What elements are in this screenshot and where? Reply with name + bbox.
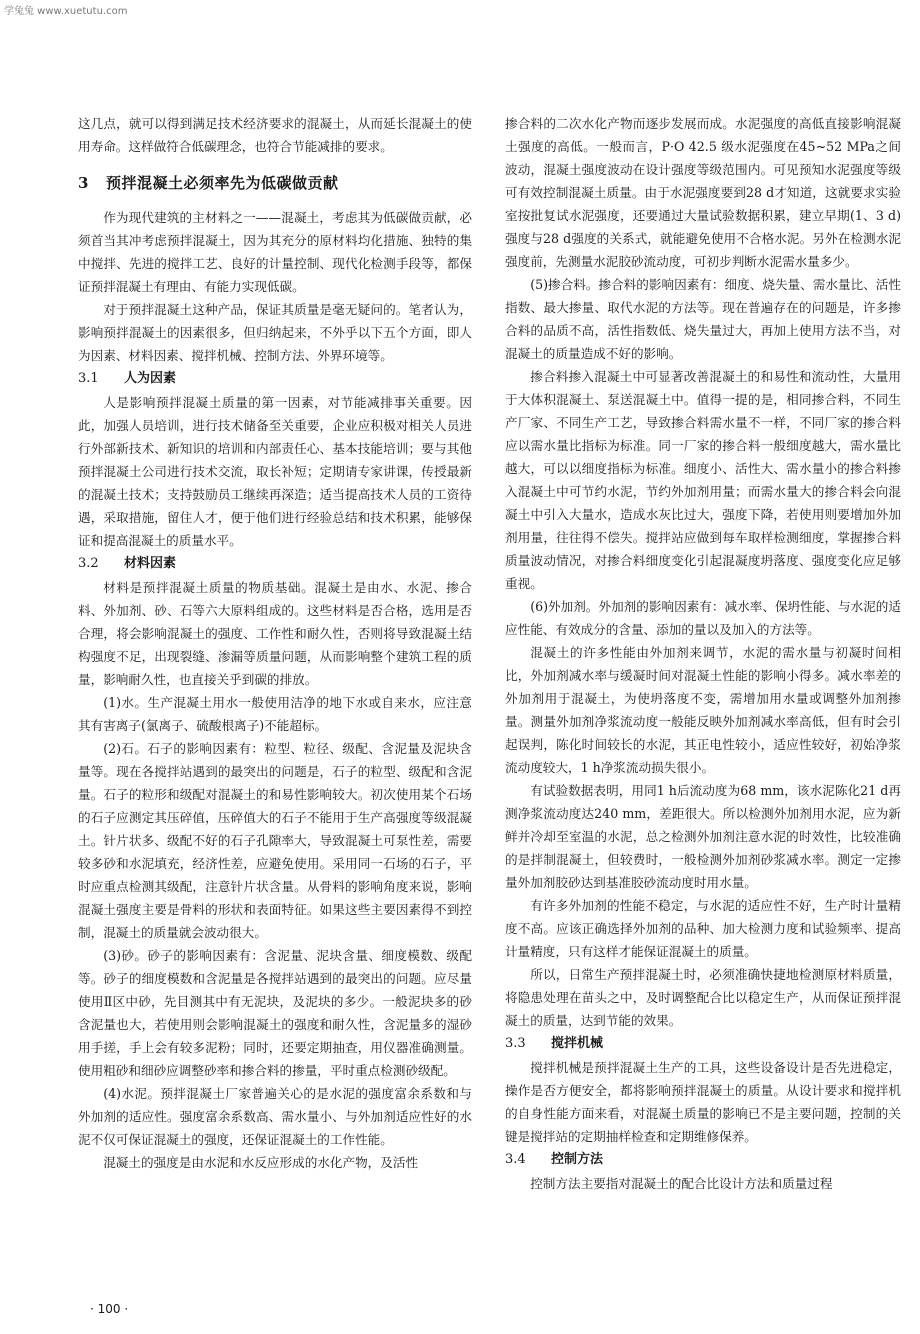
subsection-heading-3-3	[505, 1032, 901, 1056]
paragraph: 作为现代建筑的主材料之一——混凝土，考虑其为低碳做贡献，必须首当其冲考虑预拌混凝土，因为其充分的原材料均化措施、独特的集中搅拌、先进的搅拌工艺、良好的计量控制、现代化检测手段等，都保证预拌混凝土有理由、有能力实现低碳。	[78, 210, 472, 294]
right-column	[505, 112, 901, 1195]
paragraph: 人是影响预拌混凝土质量的第一因素，对节能减排事关重要。因此，加强人员培训，进行技术储备至关重要，企业应积极对相关人员进行外部新技术、新知识的培训和内部责任心、基本技能培训；要与其他预拌混凝土公司进行技术交流，取长补短；定期请专家讲课，传授最新的混凝土技术；支持鼓励员工继续再深造；适当提高技术人员的工资待遇，采取措施，留住人才，便于他们进行经验总结和技术积累，能够保证和提高混凝土的质量水平。	[78, 395, 472, 548]
paragraph-admixture: (5)掺合料。掺合料的影响因素有：细度、烧失量、需水量比、活性指数、最大掺量、取代水泥的方法等。现在普遍存在的问题是，许多掺合料的品质不高，活性指数低、烧失量过大，再加上使用方法不当，对混凝土的质量造成不好的影响。	[505, 277, 901, 361]
site-watermark: 学兔兔 www.xuetutu.com	[4, 6, 128, 17]
subsection-number: 3.3	[505, 1036, 526, 1051]
section-number: 3	[78, 174, 89, 192]
section-title: 预拌混凝土必须率先为低碳做贡献	[106, 174, 339, 192]
paragraph: 搅拌机械是预拌混凝土生产的工具，这些设备设计是否先进稳定，操作是否方便安全，都将影响预拌混凝土的质量。从设计要求和搅拌机的自身性能方面来看，对混凝土质量的影响已不是主要问题，控制的关键是搅拌站的定期抽样检查和定期维修保养。	[505, 1060, 901, 1144]
section-heading-3	[78, 170, 472, 196]
subsection-title: 材料因素	[124, 556, 177, 571]
paragraph: 掺合料的二次水化产物而逐步发展而成。水泥强度的高低直接影响混凝土强度的高低。一般而言，P·O 42.5 级水泥强度在45~52 MPa之间波动，混凝土强度波动在设计强度等级范围内。可见预知水泥强度等级可有效控制混凝土质量。由于水泥强度要到28 d才知道，这就要求实验室按批复试水泥强度，还要通过大量试验数据积累，建立早期(1、3 d)强度与28 d强度的关系式，就能避免使用不合格水泥。另外在检测水泥强度前，先测量水泥胶砂流动度，可初步判断水泥需水量多少。	[505, 116, 901, 269]
paragraph: 材料是预拌混凝土质量的物质基础。混凝土是由水、水泥、掺合料、外加剂、砂、石等六大原料组成的。这些材料是否合格，选用是否合理，将会影响混凝土的强度、工作性和耐久性，否则将导致混凝土结构强度不足，出现裂缝、渗漏等质量问题，从而影响整个建筑工程的质量，影响耐久性，也直接关乎到碳的排放。	[78, 580, 472, 687]
page-number: · 100 ·	[90, 1302, 129, 1316]
paragraph-water: (1)水。生产混凝土用水一般使用洁净的地下水或自来水，应注意其有害离子(氯离子、硫酸根离子)不能超标。	[78, 695, 472, 733]
subsection-title: 搅拌机械	[551, 1036, 604, 1051]
subsection-title: 控制方法	[551, 1152, 604, 1167]
paragraph: 混凝土的许多性能由外加剂来调节，水泥的需水量与初凝时间相比，外加剂减水率与缓凝时间对混凝土性能的影响小得多。减水率差的外加剂用于混凝土，为使坍落度不变，需增加用水量或调整外加剂掺量。测量外加剂净浆流动度一般能反映外加剂减水率高低，但有时会引起误判，陈化时间较长的水泥，其正电性较小，适应性较好，初始净浆流动度较大，1 h净浆流动损失很小。	[505, 645, 901, 775]
paragraph: 对于预拌混凝土这种产品，保证其质量是毫无疑问的。笔者认为，影响预拌混凝土的因素很多，但归纳起来，不外乎以下五个方面，即人为因素、材料因素、搅拌机械、控制方法、外界环境等。	[78, 302, 472, 363]
paragraph-stone: (2)石。石子的影响因素有：粒型、粒径、级配、含泥量及泥块含量等。现在各搅拌站遇到的最突出的问题是，石子的粒型、级配和含泥量。石子的粒形和级配对混凝土的和易性影响较大。初次使用某个石场的石子应测定其压碎值，压碎值大的石子不能用于生产高强度等级混凝土。针片状多、级配不好的石子孔隙率大，导致混凝土可泵性差，需要较多砂和水泥填充，经济性差，应避免使用。采用同一石场的石子，平时应重点检测其级配，注意针片状含量。从骨料的影响角度来说，影响混凝土强度主要是骨料的形状和表面特征。如果这些主要因素得不到控制，混凝土的质量就会波动很大。	[78, 741, 472, 940]
subsection-heading-3-4	[505, 1148, 901, 1172]
subsection-number: 3.1	[78, 371, 99, 386]
left-column	[78, 112, 472, 1174]
paragraph: 有许多外加剂的性能不稳定，与水泥的适应性不好，生产时计量精度不高。应该正确选择外加剂的品种、加大检测力度和试验频率、提高计量精度，只有这样才能保证混凝土的质量。	[505, 898, 901, 959]
subsection-number: 3.4	[505, 1152, 526, 1167]
subsection-heading-3-2	[78, 552, 472, 576]
paragraph-additive: (6)外加剂。外加剂的影响因素有：减水率、保坍性能、与水泥的适应性能、有效成分的含量、添加的量以及加入的方法等。	[505, 599, 901, 637]
subsection-number: 3.2	[78, 556, 99, 571]
subsection-heading-3-1	[78, 367, 472, 391]
paragraph-cement: (4)水泥。预拌混凝土厂家普遍关心的是水泥的强度富余系数和与外加剂的适应性。强度富余系数高、需水量小、与外加剂适应性好的水泥不仅可保证混凝土的强度，还保证混凝土的工作性能。	[78, 1086, 472, 1147]
paragraph: 控制方法主要指对混凝土的配合比设计方法和质量过程	[530, 1176, 833, 1191]
paragraph: 掺合料掺入混凝土中可显著改善混凝土的和易性和流动性，大量用于大体积混凝土、泵送混凝土中。值得一提的是，相同掺合料，不同生产厂家、不同生产工艺，导致掺合料需水量不一样，不同厂家的掺合料应以需水量比指标为标准。同一厂家的掺合料一般细度越大，需水量比越大，可以以细度指标为标准。细度小、活性大、需水量小的掺合料掺入混凝土中可节约水泥，节约外加剂用量；而需水量大的掺合料会向混凝土中引入大量水，造成水灰比过大，强度下降，若使用则要增加外加剂用量，往往得不偿失。搅拌站应做到每车取样检测细度，掌握掺合料质量波动情况，对掺合料细度变化引起混凝度坍落度、强度变化应足够重视。	[505, 369, 901, 591]
paragraph: 所以，日常生产预拌混凝土时，必须准确快捷地检测原材料质量，将隐患处理在苗头之中，及时调整配合比以稳定生产，从而保证预拌混凝土的质量，达到节能的效果。	[505, 967, 901, 1028]
paragraph: 这几点，就可以得到满足技术经济要求的混凝土，从而延长混凝土的使用寿命。这样做符合低碳理念，也符合节能减排的要求。	[78, 116, 472, 154]
paragraph-sand: (3)砂。砂子的影响因素有：含泥量、泥块含量、细度模数、级配等。砂子的细度模数和含泥量是各搅拌站遇到的最突出的问题。应尽量使用Ⅱ区中砂，先目测其中有无泥块，及泥块的多少。一般泥块多的砂含泥量也大，若使用则会影响混凝土的强度和耐久性，含泥量多的湿砂用手搓，手上会有较多泥粉；同时，还要定期抽查，用仪器准确测量。使用粗砂和细砂应调整砂率和掺合料的掺量，平时重点检测砂级配。	[78, 948, 472, 1078]
paragraph: 混凝土的强度是由水泥和水反应形成的水化产物，及活性	[103, 1155, 419, 1170]
paragraph: 有试验数据表明，用同1 h后流动度为68 mm，该水泥陈化21 d再测净浆流动度达240 mm，差距很大。所以检测外加剂用水泥，应为新鲜并冷却至室温的水泥，总之检测外加剂注意水泥的时效性，比较准确的是拌制混凝土，但较费时，一般检测外加剂砂浆减水率。测定一定掺量外加剂胶砂达到基准胶砂流动度时用水量。	[505, 783, 901, 890]
subsection-title: 人为因素	[124, 371, 177, 386]
